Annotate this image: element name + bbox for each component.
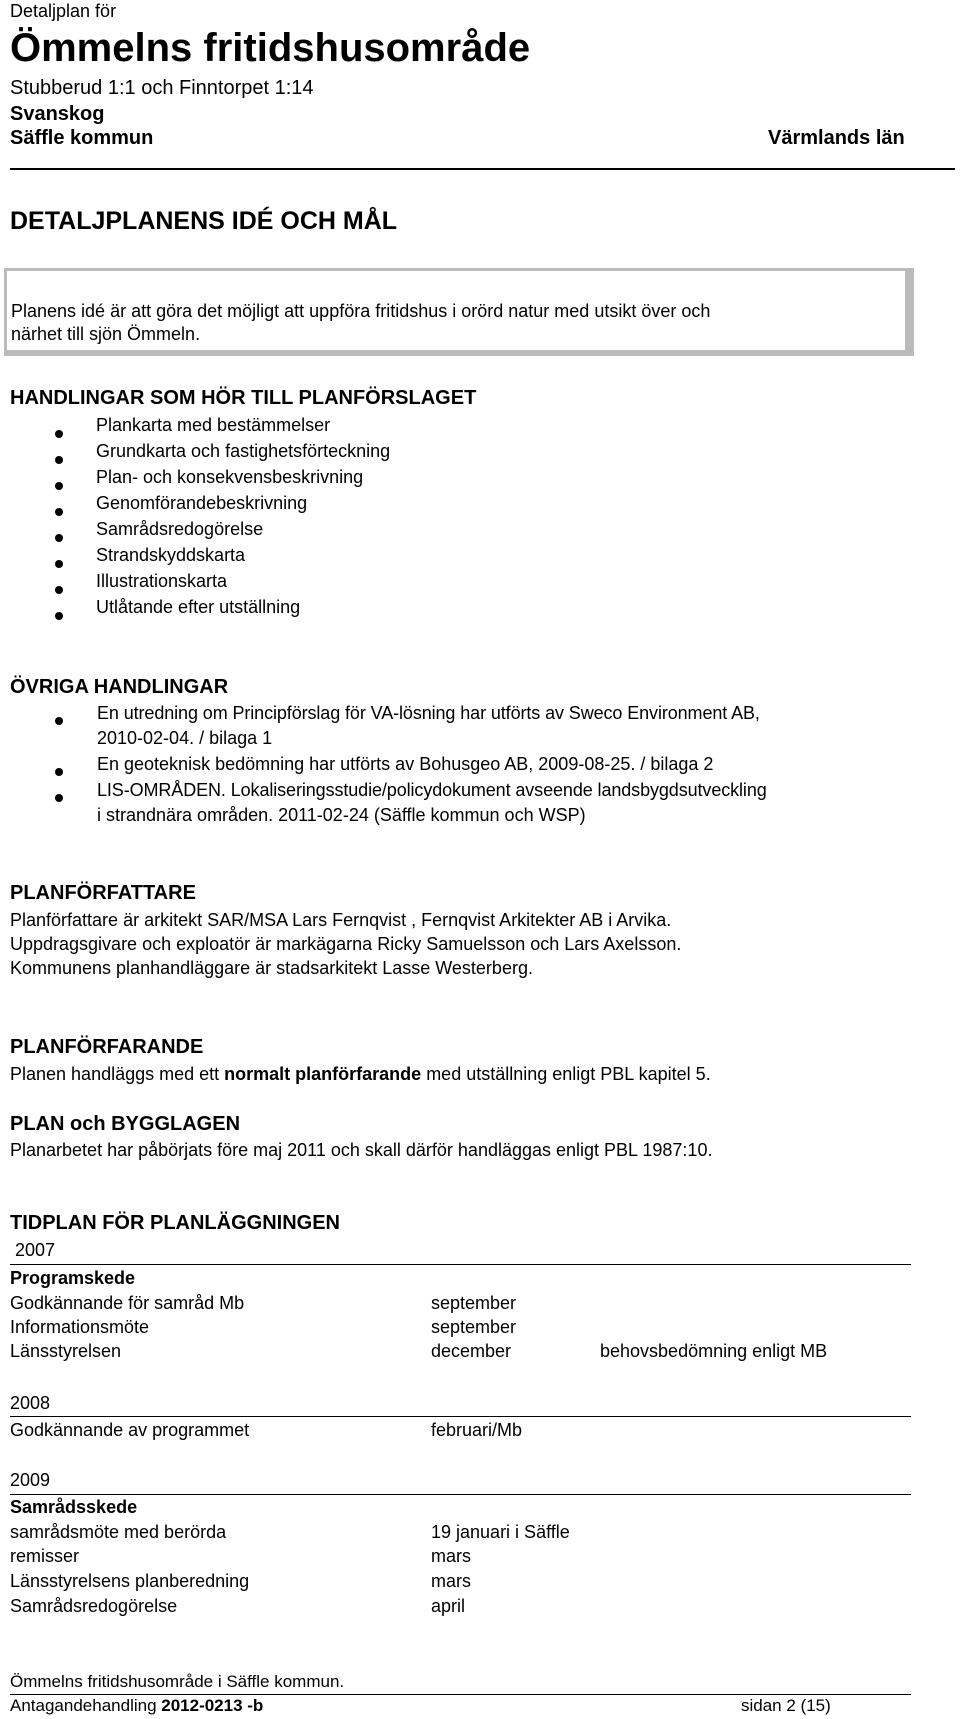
authors-line: Kommunens planhandläggare är stadsarkitekt Lasse Westerberg. bbox=[10, 958, 533, 978]
municipality: Säffle kommun bbox=[10, 127, 154, 149]
authors-line: Planförfattare är arkitekt SAR/MSA Lars Fernqvist , Fernqvist Arkitekter AB i Arvika. bbox=[10, 910, 672, 930]
list-item: En utredning om Principförslag för VA-lösning har utförts av Sweco Environment AB, bbox=[97, 703, 760, 723]
footer-doc-title: Ömmelns fritidshusområde i Säffle kommun. bbox=[10, 1672, 345, 1691]
timeline-when: februari/Mb bbox=[431, 1420, 523, 1440]
bullet-icon bbox=[55, 560, 63, 568]
procedure-text-post: med utställning enligt PBL kapitel 5. bbox=[421, 1064, 711, 1084]
list-item: Utlåtande efter utställning bbox=[96, 597, 301, 617]
footer-label: Antagandehandling bbox=[10, 1696, 162, 1715]
timeline-rule bbox=[10, 1416, 911, 1417]
timeline-when: mars bbox=[431, 1546, 471, 1566]
timeline-activity: Länsstyrelsens planberedning bbox=[10, 1571, 250, 1591]
list-item: Illustrationskarta bbox=[96, 571, 228, 591]
timeline-when: december bbox=[431, 1341, 512, 1361]
list-item: Strandskyddskarta bbox=[96, 545, 246, 565]
timeline-heading: TIDPLAN FÖR PLANLÄGGNINGEN bbox=[10, 1212, 340, 1234]
goals-heading: DETALJPLANENS IDÉ OCH MÅL bbox=[10, 207, 398, 235]
timeline-rule bbox=[10, 1494, 911, 1495]
timeline-rule bbox=[10, 1264, 911, 1265]
goals-text-line2: närhet till sjön Ömmeln. bbox=[11, 324, 201, 344]
county: Värmlands län bbox=[768, 127, 905, 149]
other-documents-heading: ÖVRIGA HANDLINGAR bbox=[10, 676, 229, 698]
law-text: Planarbetet har påbörjats före maj 2011 och skall därför handläggas enligt PBL 1987:10. bbox=[10, 1140, 713, 1160]
timeline-phase: Samrådsskede bbox=[10, 1497, 138, 1517]
bullet-icon bbox=[55, 534, 63, 542]
list-item: Grundkarta och fastighetsförteckning bbox=[96, 441, 391, 461]
timeline-year: 2008 bbox=[10, 1393, 51, 1413]
footer-rule bbox=[10, 1694, 911, 1695]
property-designation: Stubberud 1:1 och Finntorpet 1:14 bbox=[10, 77, 314, 99]
timeline-activity: Godkännande av programmet bbox=[10, 1420, 250, 1440]
list-item-continued: 2010-02-04. / bilaga 1 bbox=[97, 728, 273, 748]
list-item: Genomförandebeskrivning bbox=[96, 493, 308, 513]
documents-heading: HANDLINGAR SOM HÖR TILL PLANFÖRSLAGET bbox=[10, 387, 477, 409]
bullet-icon bbox=[55, 586, 63, 594]
list-item: Plankarta med bestämmelser bbox=[96, 415, 331, 435]
page-number: sidan 2 (15) bbox=[741, 1696, 831, 1715]
bullet-icon bbox=[55, 482, 63, 490]
bullet-icon bbox=[55, 794, 63, 802]
bullet-icon bbox=[55, 768, 63, 776]
timeline-activity: Samrådsredogörelse bbox=[10, 1596, 178, 1616]
goals-text-line1: Planens idé är att göra det möjligt att uppföra fritidshus i orörd natur med utsikt över och bbox=[11, 301, 711, 321]
timeline-year: 2009 bbox=[10, 1470, 51, 1490]
bullet-icon bbox=[55, 456, 63, 464]
bullet-icon bbox=[55, 508, 63, 516]
timeline-when: 19 januari i Säffle bbox=[431, 1522, 570, 1542]
bullet-icon bbox=[55, 612, 63, 620]
list-item: En geoteknisk bedömning har utförts av Bohusgeo AB, 2009-08-25. / bilaga 2 bbox=[97, 754, 714, 774]
timeline-when: september bbox=[431, 1293, 517, 1313]
timeline-when: september bbox=[431, 1317, 517, 1337]
authors-heading: PLANFÖRFATTARE bbox=[10, 882, 196, 904]
page-title: Ömmelns fritidshusområde bbox=[10, 26, 531, 70]
procedure-text bbox=[10, 1064, 711, 1085]
list-item: Plan- och konsekvensbeskrivning bbox=[96, 467, 364, 487]
timeline-year: 2007 bbox=[15, 1240, 56, 1260]
timeline-when: april bbox=[431, 1596, 466, 1616]
list-item: LIS-OMRÅDEN. Lokaliseringsstudie/policydokument avseende landsbygdsutveckling bbox=[97, 780, 767, 800]
footer-status bbox=[10, 1696, 263, 1716]
timeline-phase: Programskede bbox=[10, 1268, 136, 1288]
timeline-note: behovsbedömning enligt MB bbox=[600, 1341, 828, 1361]
list-item: Samrådsredogörelse bbox=[96, 519, 264, 539]
timeline-when: mars bbox=[431, 1571, 471, 1591]
header-rule bbox=[10, 168, 955, 170]
parish: Svanskog bbox=[10, 103, 105, 125]
timeline-activity: Godkännande för samråd Mb bbox=[10, 1293, 245, 1313]
law-heading: PLAN och BYGGLAGEN bbox=[10, 1113, 241, 1135]
bullet-icon bbox=[55, 430, 63, 438]
footer-ref: 2012-0213 -b bbox=[161, 1696, 264, 1715]
list-item-continued: i strandnära områden. 2011-02-24 (Säffle kommun och WSP) bbox=[97, 805, 586, 825]
procedure-text-pre: Planen handläggs med ett bbox=[10, 1064, 225, 1084]
timeline-activity: samrådsmöte med berörda bbox=[10, 1522, 227, 1542]
procedure-text-bold: normalt planförfarande bbox=[224, 1064, 422, 1084]
timeline-activity: Länsstyrelsen bbox=[10, 1341, 122, 1361]
doc-type: Detaljplan för bbox=[10, 1, 117, 21]
procedure-heading: PLANFÖRFARANDE bbox=[10, 1036, 204, 1058]
timeline-activity: remisser bbox=[10, 1546, 80, 1566]
bullet-icon bbox=[55, 717, 63, 725]
timeline-activity: Informationsmöte bbox=[10, 1317, 150, 1337]
authors-line: Uppdragsgivare och exploatör är markägarna Ricky Samuelsson och Lars Axelsson. bbox=[10, 934, 682, 954]
